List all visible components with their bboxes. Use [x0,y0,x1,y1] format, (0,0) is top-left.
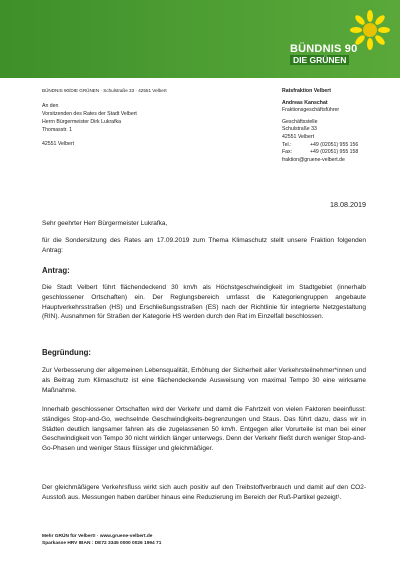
antrag-paragraph: Die Stadt Velbert führt flächendeckend 30 km/h als Höchstgeschwindigkeit im Stadtgebiet (innerhalb geschlossener Ortschaften) ein. Der Reglungsbereich umfasst die Kategoriengruppen angebaute Hauptverkehrsstraßen (HS) und Erschließungsstraßen (ES) nach der Richtlinie für integrierte Netzgestaltung (RIN). Ausnahmen für Straßen der Kategorie HS werden durch den Rat im Einzelfall beschlossen. [42,284,366,321]
recipient-line: 42551 Velbert [42,141,75,147]
footer [42,534,161,548]
party-logo [276,10,392,72]
email-link[interactable]: fraktion@gruene-velbert.de [282,156,345,163]
contact-name: Andreas Kanschat [282,99,328,106]
office-label: Geschäftsstelle [282,118,318,125]
antrag-heading: Antrag: [42,266,70,275]
footer-line: Mehr GRÜN für Velbert! · www.gruene-velbert.de [42,534,153,539]
recipient-line: Vorsitzenden des Rates der Stadt Velbert [42,111,137,117]
org-name: Ratsfraktion Velbert [282,88,332,94]
recipient-address [42,102,137,148]
salutation: Sehr geehrter Herr Bürgermeister Lukrafka, [42,220,168,227]
recipient-line: An den [42,103,59,109]
office-street: Schulstraße 33 [282,126,317,133]
begruendung-paragraph: Der gleichmäßigere Verkehrsfluss wirkt sich auch positiv auf den Treibstoffverbrauch und damit auf den CO2-Ausstoß aus. Messungen haben darüber hinaus eine Reduzierung im Bereich der Ruß-Partikel gezeigt¹. [42,484,366,501]
footer-line: Sparkasse HRV IBAN : DE72 3345 0000 0026 1994 71 [42,540,162,546]
intro-paragraph: für die Sondersitzung des Rates am 17.09.2019 zum Thema Klimaschutz stellt unsere Fraktion folgenden Antrag: [42,237,366,254]
sender-info [282,88,392,164]
logo-line2: DIE GRÜNEN [290,55,349,65]
begruendung-heading: Begründung: [42,348,91,357]
recipient-line: Herrn Bürgermeister Dirk Lukrafka [42,119,121,125]
begruendung-paragraph: Zur Verbesserung der allgemeinen Lebensqualität, Erhöhung der Sicherheit aller Verkehrsteilnehmer*innen und als Beitrag zum Klimaschutz ist eine flächendeckende Ausweisung von maximal Tempo 30 eine wirksame Maßnahme. [42,367,366,394]
logo-line1: BÜNDNIS 90 [290,43,358,55]
fax-value: +49 (02051) 955 158 [310,149,359,156]
begruendung-paragraph: Innerhalb geschlossener Ortschaften wird der Verkehr und damit die Fahrtzeit von vielen Faktoren beeinflusst: ständiges Stop-and-Go, wechselnde Geschwindigkeits-begrenzungen und Staus. Das führt dazu, dass wir in Städten deutlich langsamer fahren als die zugelassenen 50 km/h. Entgegen aller Vorurteile ist man bei einer Geschwindigkeit von Tempo 30 nicht wirklich länger unterwegs. Denn der Verkehr fließt durch weniger Stop-and-Go-Phasen und weniger Staus flüssiger und gleichmäßiger. [42,406,366,453]
sender-line: BÜNDNIS 90/DIE GRÜNEN · Schulstraße 33 · 42551 Velbert [42,88,167,93]
letter-date: 18.08.2019 [330,200,366,209]
recipient-line: Thomasstr. 1 [42,127,72,133]
contact-role: Fraktionsgeschäftsführer [282,107,340,114]
tel-label: Tel.: [282,141,292,148]
fax-label: Fax: [282,149,293,156]
office-city: 42551 Velbert [282,133,315,140]
tel-value: +49 (02051) 955 156 [310,141,359,148]
